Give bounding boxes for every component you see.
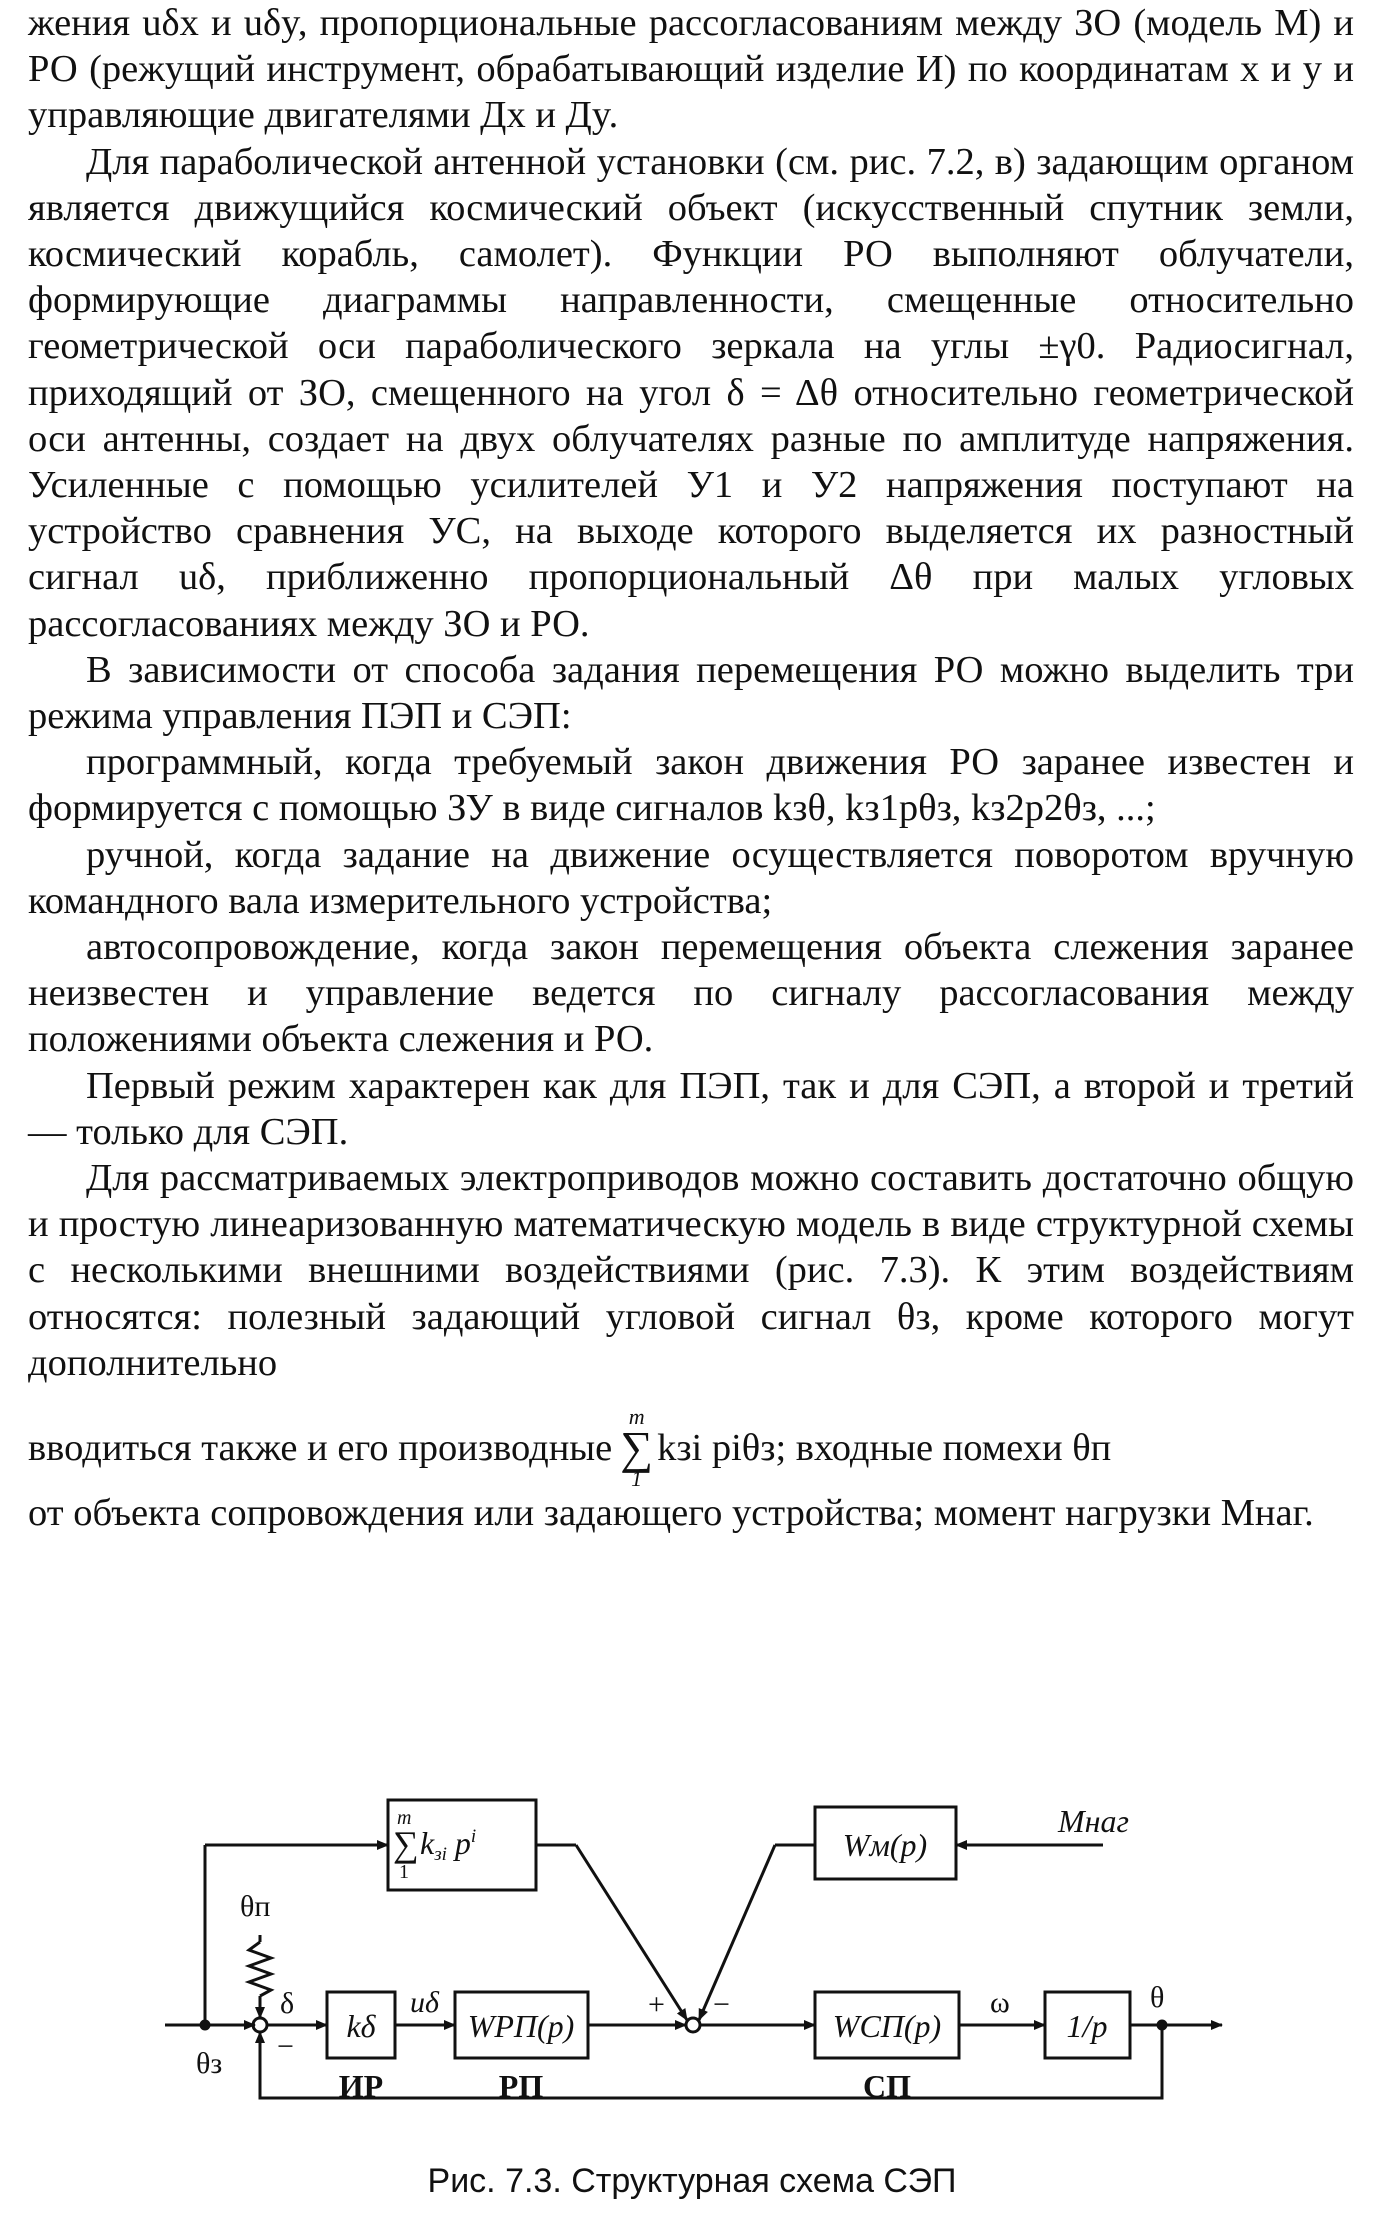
sum-operator xyxy=(620,1406,653,1490)
paragraph-7: Для рассматриваемых электроприводов можно составить достаточно общую и простую линеаризованную математическую модель в виде структурной схемы с несколькими внешними воздействиями (рис. 7.3). К этим воздействиям относятся: полезный задающий угловой сигнал θз, кроме которого могут дополнительно xyxy=(28,1157,1354,1384)
sum-junction-1 xyxy=(253,2018,267,2032)
paragraph-6: Первый режим характерен как для ПЭП, так и для СЭП, а второй и третий — только для СЭП. xyxy=(28,1064,1354,1153)
label-theta: θ xyxy=(1150,1981,1165,2014)
sum-term: kзi piθз xyxy=(657,1427,776,1470)
label-plus: + xyxy=(648,1988,665,2021)
label-delta: δ xyxy=(280,1987,295,2020)
label-integrator: 1/p xyxy=(1066,2008,1108,2044)
formula-line xyxy=(28,1406,1354,1490)
label-u-delta: uδ xyxy=(410,1986,439,2019)
label-theta-z: θз xyxy=(196,2047,223,2080)
sum-upper: m xyxy=(628,1404,645,1430)
block-diagram xyxy=(0,1480,1384,2140)
label-k: kδ xyxy=(346,2008,376,2044)
label-minus-2: − xyxy=(713,1988,730,2021)
deriv-upper-label: m xyxy=(397,1807,412,1829)
deriv-lower-label: 1 xyxy=(399,1861,409,1883)
formula-line-text-a: вводиться также и его производные xyxy=(28,1427,613,1470)
paragraph-2: В зависимости от способа задания перемещения РО можно выделить три режима управления ПЭП и СЭП: xyxy=(28,648,1354,738)
sum-junction-2 xyxy=(686,2018,700,2032)
label-rp: РП xyxy=(498,2068,544,2104)
label-wrp: WРП(p) xyxy=(467,2008,575,2044)
paragraph-4: ручной, когда задание на движение осуществляется поворотом вручную командного вала измерительного устройства; xyxy=(28,833,1354,922)
label-sp: СП xyxy=(863,2068,911,2104)
noise-zigzag xyxy=(249,1942,271,1996)
label-wsp: WСП(p) xyxy=(832,2008,942,2044)
label-m-nag: Mнаг xyxy=(1058,1803,1130,1839)
paragraph-1: Для параболической антенной установки (см. рис. 7.2, в) задающим органом является движущийся космический объект (искусственный спутник земли, космический корабль, самолет). Функции РО выполняют облучатели, формирующие диаграммы направленности, смещенные относительно геометрической оси параболического зеркала на углы ±γ0. Радиосигнал, приходящий от ЗО, смещенного на угол δ = Δθ относительно геометрической оси антенны, создает на двух облучателях разные по амплитуде напряжения. Усиленные с помощью усилителей У1 и У2 напряжения поступают на устройство сравнения УС, на выходе которого выделяется их разностный сигнал uδ, приближенно пропорциональный Δθ при малых угловых рассогласованиях между ЗО и РО. xyxy=(28,140,1354,645)
paragraph-3: программный, когда требуемый закон движения РО заранее известен и формируется с помощью ЗУ в виде сигналов kзθ, kз1pθз, kз2p2θз, ...; xyxy=(28,741,1354,830)
figure-caption: Рис. 7.3. Структурная схема СЭП xyxy=(427,2162,957,2200)
sum-lower: 1 xyxy=(631,1466,643,1492)
label-wm: Wм(p) xyxy=(842,1827,928,1863)
formula-line-text-b: ; входные помехи θп xyxy=(775,1427,1112,1470)
wm-to-sum2 xyxy=(699,1845,775,2020)
paragraph-9: от объекта сопровождения или задающего устройства; момент нагрузки Mнаг. xyxy=(28,1492,1314,1535)
label-minus-1: − xyxy=(277,2030,294,2063)
label-omega: ω xyxy=(990,1986,1010,2019)
paragraph-0: жения uδx и uδy, пропорциональные рассогласованиям между ЗО (модель М) и РО (режущий инструмент, обрабатывающий изделие И) по координатам x и y и управляющие двигателями Дx и Дy. xyxy=(28,2,1354,137)
deriv-sigma: ∑ xyxy=(393,1824,419,1864)
deriv-term: kзi $p^i$ xyxy=(420,1825,477,1865)
derivative-to-sum2 xyxy=(576,1845,687,2020)
paragraph-5: автосопровождение, когда закон перемещения объекта слежения заранее неизвестен и управление ведется по сигналу рассогласования между положениями объекта слежения и РО. xyxy=(28,926,1354,1061)
page-text xyxy=(28,0,1354,1536)
label-theta-p: θп xyxy=(240,1890,271,1923)
label-ir: ИР xyxy=(338,2068,384,2104)
sigma-glyph: ∑ xyxy=(620,1422,654,1474)
